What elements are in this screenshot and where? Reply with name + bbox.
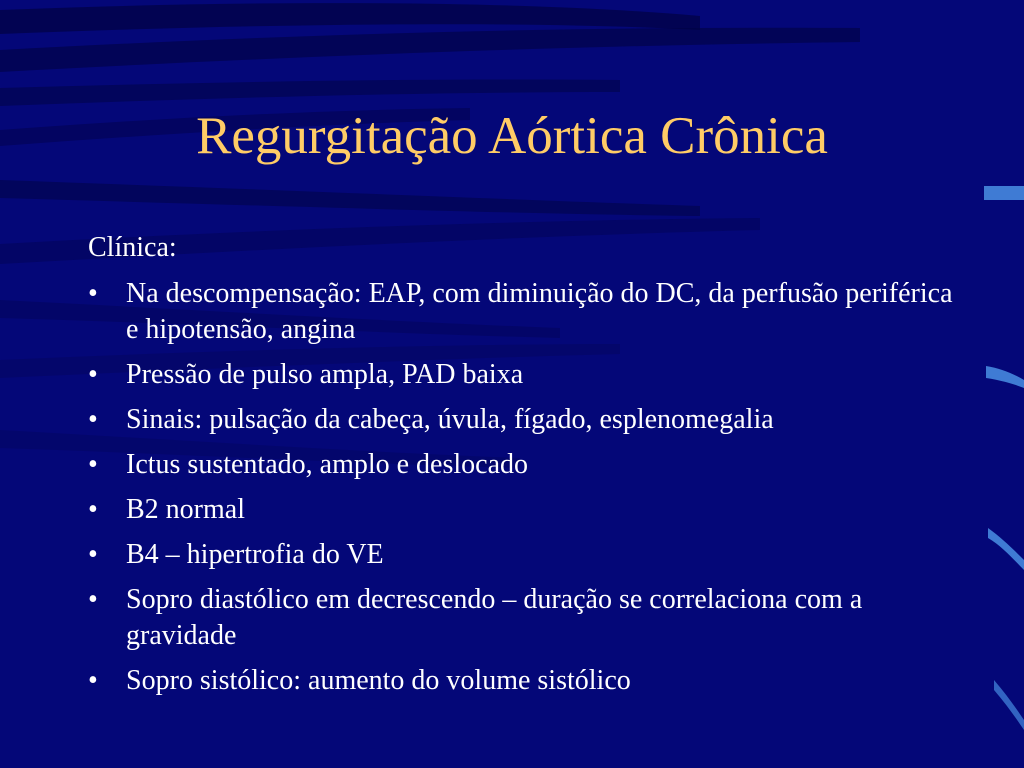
bullet-text: B2 normal (126, 494, 245, 525)
bullet-text: Na descompensação: EAP, com diminuição do DC, da perfusão periférica e hipotensão, angina (126, 278, 953, 345)
bullet-text: B4 – hipertrofia do VE (126, 539, 384, 570)
bullet-icon: • (88, 494, 98, 525)
bullet-icon: • (88, 359, 98, 390)
bullet-item (88, 537, 958, 573)
bullet-item (88, 492, 958, 528)
bullet-item (88, 402, 958, 438)
slide-content (88, 228, 958, 708)
bullet-text: Ictus sustentado, amplo e deslocado (126, 449, 529, 480)
bullet-icon: • (88, 449, 98, 480)
bullet-text: Pressão de pulso ampla, PAD baixa (126, 359, 524, 390)
bullet-text: Sinais: pulsação da cabeça, úvula, fígado, esplenomegalia (126, 404, 774, 435)
bullet-icon: • (88, 665, 98, 696)
bullet-item (88, 582, 958, 654)
bullet-icon: • (88, 278, 98, 309)
bullet-text: Sopro sistólico: aumento do volume sistólico (126, 665, 631, 696)
bullet-item (88, 357, 958, 393)
bullet-item (88, 663, 958, 699)
bullet-item (88, 447, 958, 483)
bullet-item (88, 276, 958, 348)
bullet-icon: • (88, 584, 98, 615)
bullet-icon: • (88, 404, 98, 435)
bullet-icon: • (88, 539, 98, 570)
bullet-text: Sopro diastólico em decrescendo – duração se correlaciona com a gravidade (126, 584, 863, 651)
section-heading: Clínica: (88, 232, 177, 263)
bullet-list (88, 276, 958, 699)
slide-title: Regurgitação Aórtica Crônica (196, 107, 828, 165)
